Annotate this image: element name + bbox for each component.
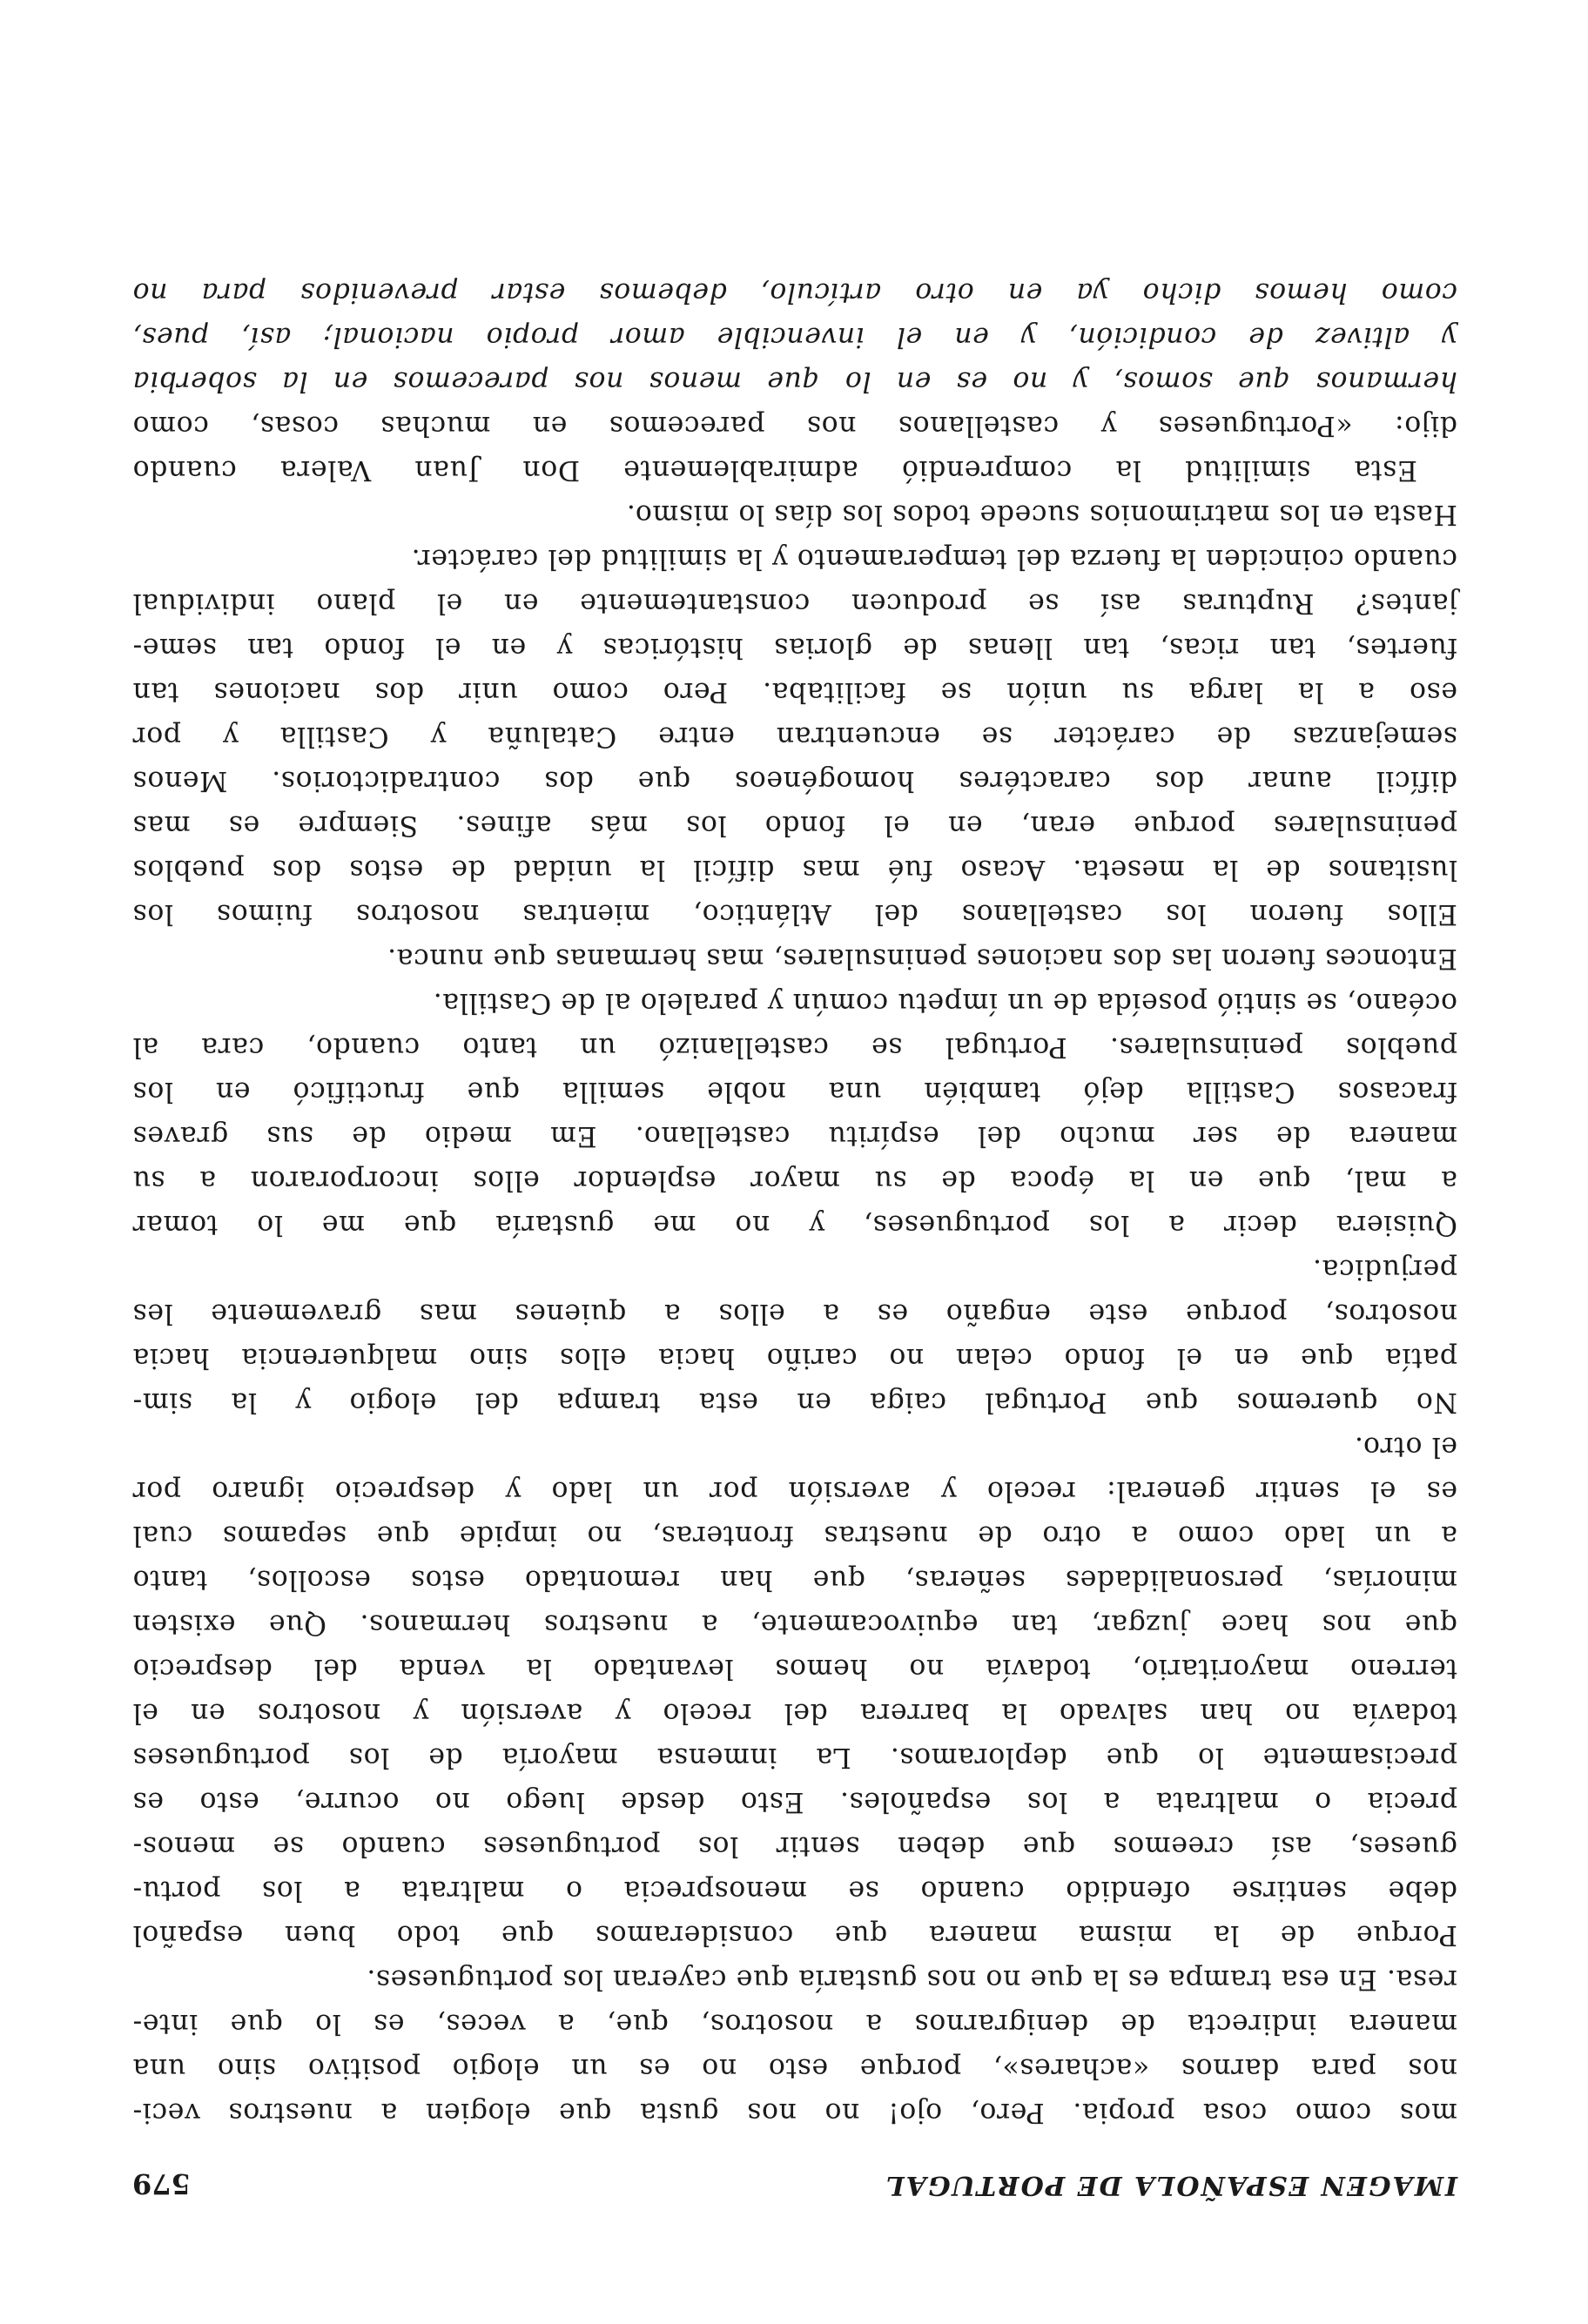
body-text bbox=[132, 270, 1457, 2134]
text-line: semejanzas de carácter se encuentran entre Cataluña y Castilla y por bbox=[132, 721, 1457, 752]
text-line: y altivez de condición, y en el invencible amor propio nacional; así, pues, bbox=[132, 321, 1457, 353]
text-line: es el sentir general: recelo y aversión por un lado y desprecio ignaro por bbox=[132, 1475, 1457, 1507]
text-line: fracasos Castilla dejó también una noble semilla que fructificó en los bbox=[132, 1076, 1457, 1107]
text-line: gueses, así creemos que deben sentir los portugueses cuando se menos- bbox=[132, 1830, 1457, 1862]
text-line: patía que en el fondo celan no cariño hacia ellos sino malquerencia hacia bbox=[132, 1342, 1457, 1374]
text-line: manera de ser mucho del espíritu castellano. Em medio de sus graves bbox=[132, 1120, 1457, 1152]
text-line: Quisiera decir a los portugueses, y no me gustaría que me lo tomar bbox=[132, 1209, 1457, 1240]
text-line: como hemos dicho ya en otro artículo, debemos estar prevenidos para no bbox=[132, 277, 1457, 308]
text-line: minorías, personalidades señeras, que han remontado estos escollos, tanto bbox=[132, 1564, 1457, 1595]
text-line: Hasta en los matrimonios sucede todos los días lo mismo. bbox=[626, 499, 1457, 530]
text-line: precia o maltrata a los españoles. Esto desde luego no ocurre, esto es bbox=[132, 1786, 1457, 1817]
text-line: nosotros, porque este engaño es a ellos a quienes mas gravemente les bbox=[132, 1298, 1457, 1329]
text-line: debe sentirse ofendido cuando se menosprecia o maltrata a los portu- bbox=[132, 1875, 1457, 1906]
text-line: a un lado como a otro de nuestras fronteras, no impide que sepamos cual bbox=[132, 1520, 1457, 1551]
text-line: precisamente lo que deploramos. La inmensa mayoría de los portugueses bbox=[132, 1742, 1457, 1773]
page-header bbox=[132, 2157, 1457, 2200]
text-line: Ellos fueron los castellanos del Atlántico, mientras nosotros fuimos los bbox=[132, 898, 1457, 930]
text-line: nos para darnos «achares», porque esto no es un elogio positivo sino una bbox=[132, 2052, 1457, 2084]
text-line: eso a la larga su unión se facilitaba. Pero como unir dos naciones tan bbox=[132, 676, 1457, 708]
text-line: que nos hace juzgar, tan equivocamente, a nuestros hermanos. Que existen bbox=[132, 1609, 1457, 1640]
text-line: resa. En esa trampa es la que no nos gustaría que cayeran los portugueses. bbox=[366, 1964, 1457, 1995]
text-line: dijo: «Portugueses y castellanos nos parecemos en muchas cosas, como bbox=[132, 410, 1457, 441]
text-line: peninsulares porque eran, en el fondo los más afines. Siempre es mas bbox=[132, 809, 1457, 841]
text-line: mos como cosa propia. Pero, ojo! no nos gusta que elogien a nuestros veci- bbox=[132, 2097, 1457, 2128]
text-line: Porque de la misma manera que consideramos que todo buen español bbox=[132, 1919, 1457, 1951]
text-line: océano, se sintió poseída de un ímpetu común y paralelo al de Castilla. bbox=[433, 987, 1457, 1018]
text-line: hermanos que somos, y no es en lo que menos nos parecemos en la soberbia bbox=[132, 366, 1457, 397]
text-line: fuertes, tan ricas, tan llenas de glorias históricas y en el fondo tan seme- bbox=[132, 632, 1457, 663]
text-line: cuando coinciden la fuerza del temperamento y la similitud del carácter. bbox=[410, 543, 1457, 574]
text-line: pueblos peninsulares. Portugal se castellanizó un tanto cuando, cara al bbox=[132, 1031, 1457, 1063]
text-line: Entonces fueron las dos naciones peninsulares, mas hermanas que nunca. bbox=[387, 943, 1457, 974]
text-line: Esta similitud la comprendió admirablemente Don Juan Valera cuando bbox=[132, 454, 1417, 486]
text-line: difícil aunar dos caractéres homogéneos que dos contradictorios. Menos bbox=[132, 765, 1457, 796]
text-line: No queremos que Portugal caiga en esta trampa del elogio y la sim- bbox=[132, 1387, 1457, 1418]
text-line: todavía no han salvado la barrera del recelo y aversión y nosotros en el bbox=[132, 1697, 1457, 1729]
text-line: perjudica. bbox=[1312, 1253, 1457, 1285]
text-line: el otro. bbox=[1354, 1431, 1457, 1462]
text-line: jantes? Rupturas así se producen constantemente en el plano individual bbox=[132, 588, 1457, 619]
text-line: lusitanos de la meseta. Acaso fué mas difícil la unidad de estos dos pueblos bbox=[132, 854, 1457, 885]
text-line: manera indirecta de denigrarnos a nosotros, que, a veces, es lo que inte- bbox=[132, 2008, 1457, 2039]
text-line: a mal, que en la época de su mayor esplendor ellos incorporaron a su bbox=[132, 1165, 1457, 1196]
running-title: IMAGEN ESPAÑOLA DE PORTUGAL bbox=[884, 2170, 1457, 2200]
text-line: terreno mayoritario, todavía no hemos levantado la venda del desprecio bbox=[132, 1653, 1457, 1684]
page-number: 579 bbox=[132, 2167, 191, 2200]
